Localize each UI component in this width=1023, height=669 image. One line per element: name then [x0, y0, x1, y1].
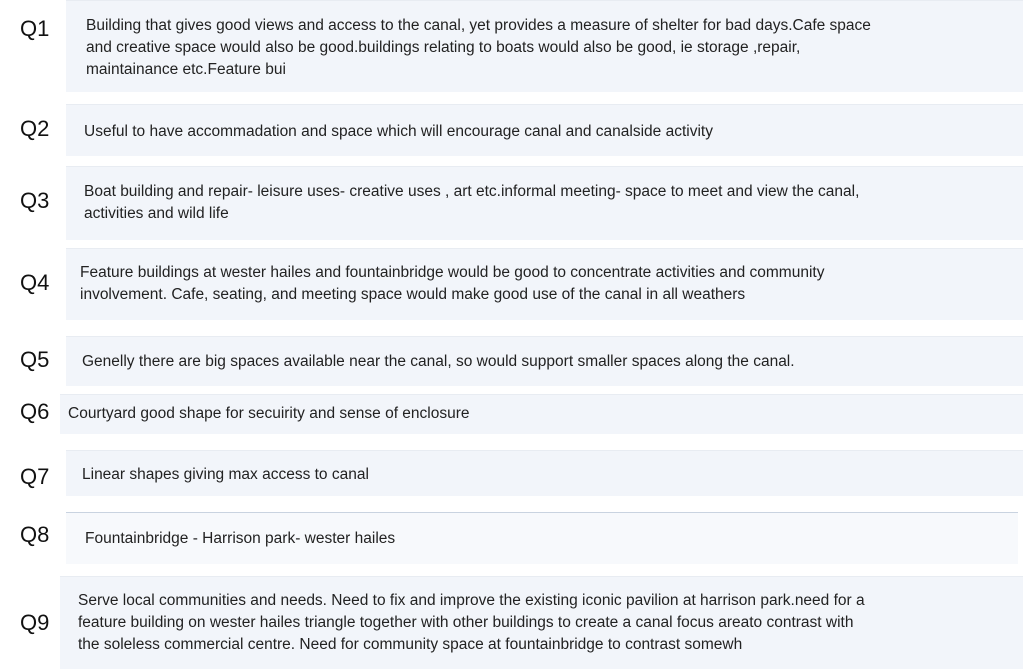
answer-box	[66, 0, 1023, 92]
answer-text: Boat building and repair- leisure uses- creative uses , art etc.informal meeting- space to meet and view the canal, activities and wild life	[84, 183, 860, 222]
answer-box	[60, 576, 1023, 669]
answer-text: Building that gives good views and access to the canal, yet provides a measure of shelter for bad days.Cafe space and creative space would also be good.buildings relating to boats would also be good, ie storage ,repair, maintainance etc.Feature bui	[86, 17, 871, 78]
question-label: Q8	[20, 522, 50, 547]
answer-text: Fountainbridge - Harrison park- wester hailes	[85, 530, 396, 547]
answer-text: Useful to have accommadation and space which will encourage canal and canalside activity	[84, 123, 713, 140]
question-label: Q9	[20, 610, 50, 635]
answer-box	[66, 512, 1018, 564]
answer-box	[60, 394, 1023, 434]
question-label: Q6	[20, 399, 50, 424]
answer-text: Linear shapes giving max access to canal	[82, 466, 369, 483]
question-label: Q5	[20, 347, 50, 372]
answer-text: Serve local communities and needs. Need to fix and improve the existing iconic pavilion at harrison park.need for a feature building on wester hailes triangle together with other buildings to create a canal focus areato contrast with the soleless commercial centre. Need for community space at fountainbridge to contrast somewh	[78, 592, 865, 653]
answer-box	[66, 248, 1023, 320]
answer-text: Genelly there are big spaces available near the canal, so would support smaller spaces along the canal.	[82, 353, 795, 370]
answer-box	[66, 166, 1023, 240]
question-label: Q3	[20, 188, 50, 213]
answer-box	[66, 336, 1023, 386]
answer-text: Feature buildings at wester hailes and fountainbridge would be good to concentrate activities and community involvement. Cafe, seating, and meeting space would make good use of the canal in all weathers	[80, 264, 825, 303]
answer-text: Courtyard good shape for secuirity and sense of enclosure	[68, 405, 470, 422]
question-label: Q1	[20, 16, 50, 41]
question-label: Q7	[20, 464, 50, 489]
question-label: Q4	[20, 270, 50, 295]
answer-box	[66, 450, 1023, 496]
question-label: Q2	[20, 116, 50, 141]
answer-box	[66, 104, 1023, 156]
